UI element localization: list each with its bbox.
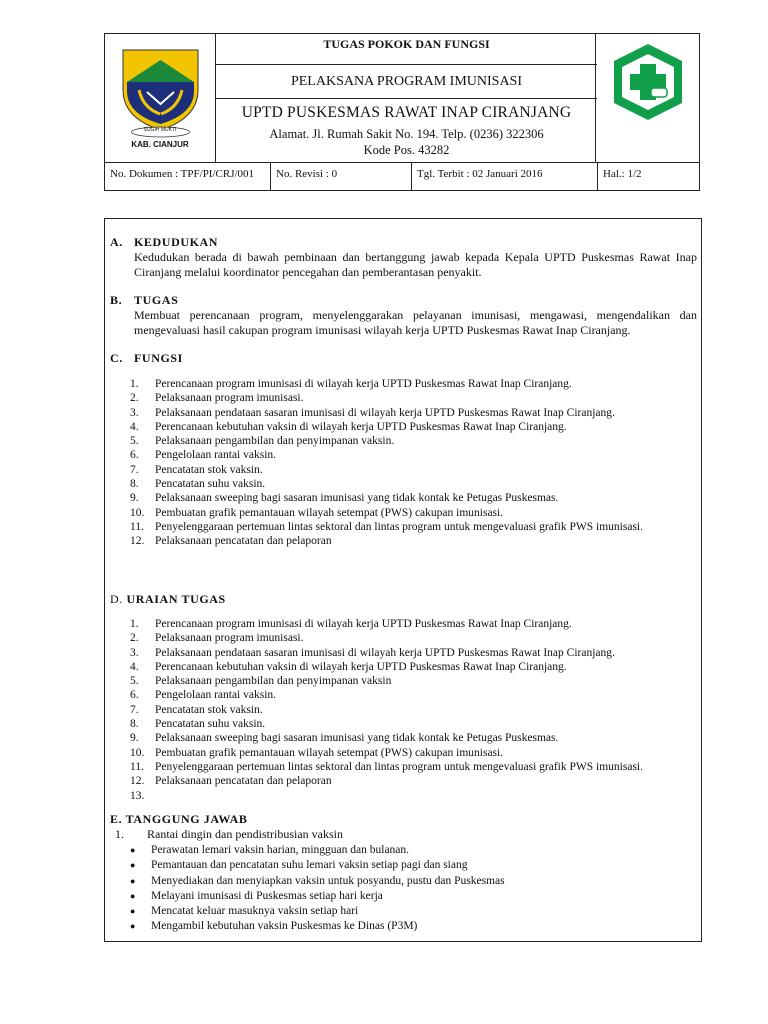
list-item-text: Pelaksanaan pendataan sasaran imunisasi di wilayah kerja UPTD Puskesmas Rawat Inap Ciranjang.	[155, 406, 615, 419]
bullet-icon: ●	[130, 890, 136, 901]
bullet-text: Mencatat keluar masuknya vaksin setiap hari	[151, 905, 359, 918]
list-item-number: 12.	[130, 775, 145, 788]
list-item-number: 1.	[130, 378, 139, 390]
list-item-number: 3.	[130, 646, 139, 659]
doc-number: No. Dokumen : TPF/PI/CRJ/001	[105, 163, 271, 191]
list-item-text: Pelaksanaan sweeping bagi sasaran imunisasi yang tidak kontak ke Petugas Puskesmas.	[155, 732, 559, 745]
list-item-text: Pencatatan stok vaksin.	[155, 463, 263, 476]
list-item-number: 9.	[130, 492, 139, 505]
section-b-title: TUGAS	[134, 293, 179, 307]
list-item-text: Perencanaan program imunisasi di wilayah kerja UPTD Puskesmas Rawat Inap Ciranjang.	[155, 378, 572, 390]
list-item	[105, 760, 697, 774]
list-item	[105, 406, 697, 420]
bullet-item	[105, 874, 505, 889]
page-number: Hal.: 1/2	[603, 168, 642, 180]
bullet-icon: ●	[130, 875, 136, 886]
list-item-number: 12.	[130, 535, 145, 548]
document-body	[104, 218, 702, 942]
list-item	[105, 491, 697, 505]
list-item-text: Pelaksanaan pencatatan dan pelaporan	[155, 775, 332, 788]
doc-category: TUGAS POKOK DAN FUNGSI	[216, 34, 597, 65]
tanggung-jawab-item-1-number: 1.	[115, 827, 124, 841]
section-a-letter: A.	[110, 235, 123, 249]
list-item	[105, 617, 697, 631]
list-item-number: 4.	[130, 660, 139, 673]
list-item	[105, 506, 697, 520]
list-item	[105, 534, 697, 548]
list-item-number: 1.	[130, 618, 139, 630]
section-e-heading	[110, 812, 247, 827]
bullet-text: Melayani imunisasi di Puskesmas setiap hari kerja	[151, 889, 383, 902]
list-item-number: 5.	[130, 435, 139, 448]
list-item-text: Pencatatan stok vaksin.	[155, 703, 263, 716]
bullet-text: Menyediakan dan menyiapkan vaksin untuk posyandu, pustu dan Puskesmas	[151, 874, 505, 887]
bullet-icon: ●	[130, 845, 136, 855]
list-item-text: Perencanaan kebutuhan vaksin di wilayah kerja UPTD Puskesmas Rawat Inap Ciranjang.	[155, 660, 567, 673]
list-item	[105, 688, 697, 702]
puskesmas-logo-cell	[595, 34, 699, 162]
list-item-number: 2.	[130, 632, 139, 645]
list-item-text: Penyelenggaraan pertemuan lintas sektoral dan lintas program untuk mengevaluasi grafik PWS imunisasi.	[155, 760, 643, 773]
list-item	[105, 477, 697, 491]
logo-caption: KAB. CIANJUR	[131, 140, 189, 149]
tanggung-jawab-item-1	[115, 827, 343, 842]
section-e-letter: E.	[110, 812, 123, 826]
list-item-text: Pencatatan suhu vaksin.	[155, 478, 266, 491]
list-item-number: 11.	[130, 760, 144, 773]
list-item	[105, 520, 697, 534]
list-item-number: 3.	[130, 406, 139, 419]
list-item-number: 2.	[130, 392, 139, 405]
section-d-heading	[110, 592, 226, 607]
list-item-number: 6.	[130, 449, 139, 462]
bullet-item	[105, 919, 505, 934]
list-item	[105, 774, 697, 788]
list-item-number: 11.	[130, 520, 144, 533]
list-item-number: 10.	[130, 746, 145, 759]
list-item-number: 13.	[130, 789, 145, 802]
list-item	[105, 717, 697, 731]
list-item-number: 6.	[130, 689, 139, 702]
list-item-text: Pelaksanaan sweeping bagi sasaran imunisasi yang tidak kontak ke Petugas Puskesmas.	[155, 492, 559, 505]
list-item	[105, 646, 697, 660]
document-meta-row	[105, 162, 699, 191]
bullet-item	[105, 858, 505, 873]
list-item	[105, 448, 697, 462]
section-d-letter: D.	[110, 592, 123, 606]
list-item-number: 10.	[130, 506, 145, 519]
list-item	[105, 377, 697, 391]
list-item-text: Pelaksanaan pendataan sasaran imunisasi di wilayah kerja UPTD Puskesmas Rawat Inap Ciranjang.	[155, 646, 615, 659]
list-item-text: Pelaksanaan program imunisasi.	[155, 632, 304, 645]
tanggung-jawab-bullets	[105, 843, 505, 935]
list-item-number: 7.	[130, 463, 139, 476]
list-item	[105, 420, 697, 434]
org-postcode: Kode Pos. 43282	[363, 143, 450, 157]
list-item	[105, 660, 697, 674]
issue-date: Tgl. Terbit : 02 Januari 2016	[412, 163, 598, 191]
bullet-item	[105, 904, 505, 919]
doc-title: PELAKSANA PROGRAM IMUNISASI	[216, 65, 597, 99]
bullet-text: Mengambil kebutuhan vaksin Puskesmas ke Dinas (P3M)	[151, 920, 418, 933]
list-item-text: Pelaksanaan pengambilan dan penyimpanan vaksin.	[155, 435, 395, 448]
list-item-number: 7.	[130, 703, 139, 716]
org-name: UPTD PUSKESMAS RAWAT INAP CIRANJANG	[241, 104, 572, 121]
list-item	[105, 731, 697, 745]
section-d-title: URAIAN TUGAS	[126, 592, 226, 606]
list-item-text: Pengelolaan rantai vaksin.	[155, 449, 277, 462]
list-item	[105, 463, 697, 477]
section-b-letter: B.	[110, 293, 123, 307]
section-b-text: Membuat perencanaan program, menyelenggarakan pelayanan imunisasi, mengawasi, mengendalikan dan mengevaluasi hasil cakupan program imunisasi wilayah kerja UPTD Puskesmas Rawat Inap Ciranjang.	[134, 308, 697, 337]
list-item-number: 8.	[130, 478, 139, 491]
list-item-text: Perencanaan kebutuhan vaksin di wilayah kerja UPTD Puskesmas Rawat Inap Ciranjang.	[155, 420, 567, 433]
section-a-heading	[110, 235, 218, 250]
list-item-text: Pelaksanaan pengambilan dan penyimpanan vaksin	[155, 675, 392, 688]
puskesmas-logo-icon	[596, 34, 700, 162]
list-item-number: 5.	[130, 675, 139, 688]
list-item	[105, 746, 697, 760]
org-info	[216, 98, 597, 162]
bullet-item	[105, 889, 505, 904]
revision-number: No. Revisi : 0	[271, 163, 412, 191]
uraian-tugas-list	[105, 617, 697, 802]
list-item-text: Perencanaan program imunisasi di wilayah kerja UPTD Puskesmas Rawat Inap Ciranjang.	[155, 618, 572, 630]
section-c-title: FUNGSI	[134, 351, 183, 365]
list-item	[105, 391, 697, 405]
list-item	[105, 703, 697, 717]
list-item-number: 8.	[130, 718, 139, 731]
document-header	[104, 33, 700, 191]
cianjur-motto: SUGIH MUKTI	[143, 127, 177, 133]
list-item-text: Pencatatan suhu vaksin.	[155, 718, 266, 731]
list-item	[105, 674, 697, 688]
section-a-text: Kedudukan berada di bawah pembinaan dan bertanggung jawab kepada Kepala UPTD Puskesmas Rawat Inap Ciranjang melalui koordinator pencegahan dan pemberantasan penyakit.	[134, 250, 697, 279]
section-b-heading	[110, 293, 178, 308]
list-item-text: Pengelolaan rantai vaksin.	[155, 689, 277, 702]
header-title-block	[216, 34, 597, 162]
list-item	[105, 631, 697, 645]
list-item-text: Penyelenggaraan pertemuan lintas sektoral dan lintas program untuk mengevaluasi grafik PWS imunisasi.	[155, 520, 643, 533]
org-address: Alamat. Jl. Rumah Sakit No. 194. Telp. (0236) 322306	[269, 127, 544, 141]
bullet-text: Perawatan lemari vaksin harian, mingguan dan bulanan.	[151, 844, 410, 856]
list-item-number: 9.	[130, 732, 139, 745]
cianjur-logo-cell	[105, 34, 216, 162]
tanggung-jawab-item-1-text: Rantai dingin dan pendistribusian vaksin	[147, 827, 343, 841]
list-item	[105, 434, 697, 448]
bullet-icon: ●	[130, 906, 136, 917]
bullet-icon: ●	[130, 860, 136, 871]
bullet-icon: ●	[130, 921, 136, 932]
section-c-letter: C.	[110, 351, 123, 365]
list-item-text: Pembuatan grafik pemantauan wilayah setempat (PWS) cakupan imunisasi.	[155, 746, 504, 759]
section-e-title: TANGGUNG JAWAB	[125, 812, 248, 826]
bullet-item	[105, 843, 505, 858]
cianjur-emblem-icon	[105, 34, 216, 139]
fungsi-list	[105, 377, 697, 549]
bullet-text: Pemantauan dan pencatatan suhu lemari vaksin setiap pagi dan siang	[151, 859, 468, 872]
section-c-heading	[110, 351, 183, 366]
list-item-text: Pelaksanaan pencatatan dan pelaporan	[155, 535, 332, 548]
list-item-text: Pelaksanaan program imunisasi.	[155, 392, 304, 405]
list-item-text: Pembuatan grafik pemantauan wilayah setempat (PWS) cakupan imunisasi.	[155, 506, 504, 519]
section-a-title: KEDUDUKAN	[134, 235, 219, 249]
list-item-number: 4.	[130, 420, 139, 433]
